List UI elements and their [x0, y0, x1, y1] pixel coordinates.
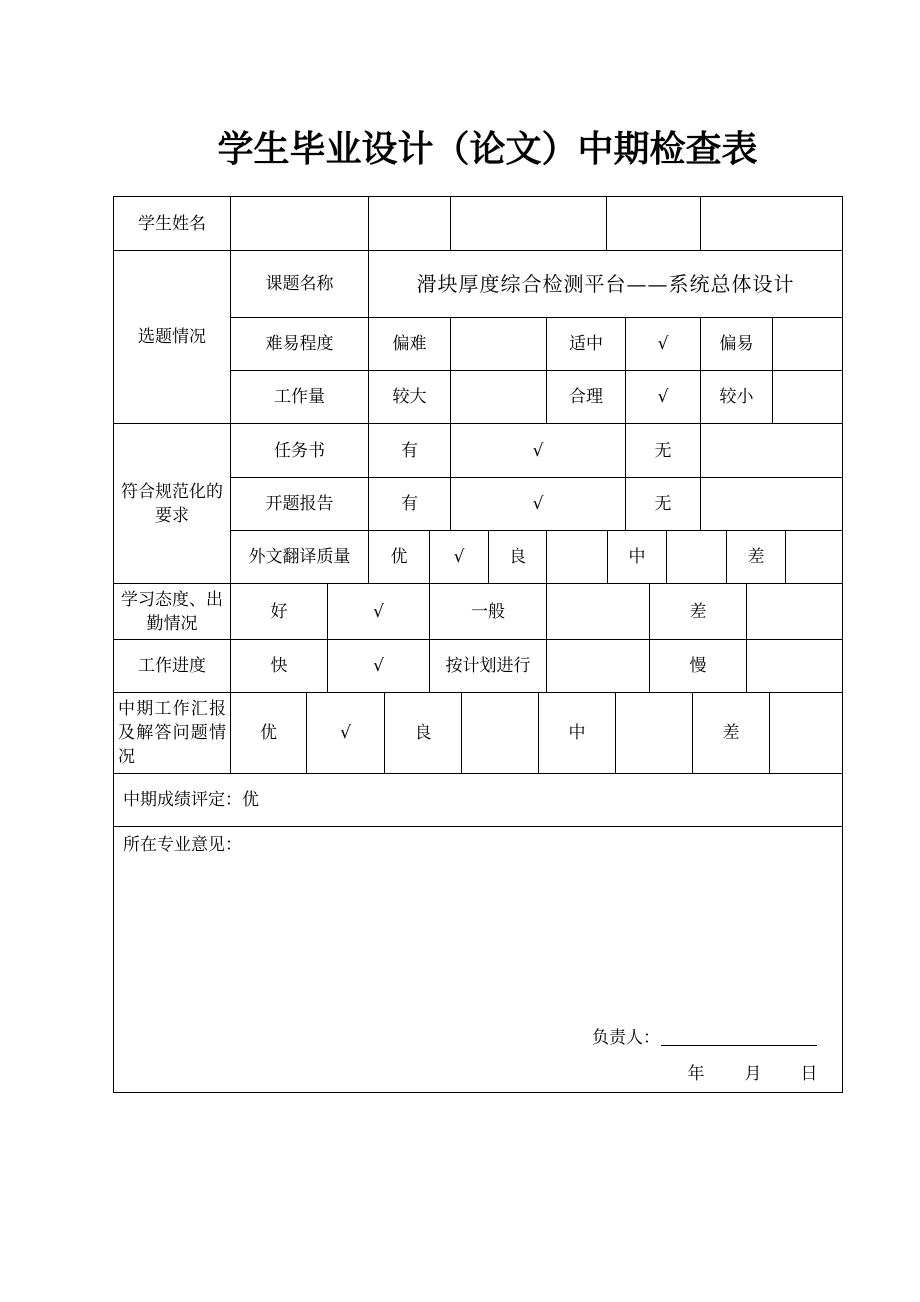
topic-section-label: 选题情况	[138, 327, 206, 347]
attitude-good-check: √	[373, 601, 384, 622]
midterm-grade: 中期成绩评定：优	[123, 790, 259, 810]
report-option-poor: 差	[722, 723, 740, 743]
date-day: 日	[800, 1064, 818, 1084]
attitude-option-good: 好	[270, 601, 288, 622]
translation-excellent-check: √	[453, 547, 465, 567]
task-book-label: 任务书	[274, 440, 325, 461]
proposal-no: 无	[654, 494, 672, 514]
signer-label: 负责人：	[592, 1028, 660, 1048]
translation-option-good: 良	[509, 547, 526, 567]
workload-label: 工作量	[274, 387, 325, 407]
attitude-option-average: 一般	[471, 601, 505, 622]
difficulty-option-hard: 偏难	[392, 334, 427, 354]
report-excellent-check: √	[340, 723, 351, 743]
progress-fast-check: √	[373, 656, 384, 676]
translation-option-excellent: 优	[390, 547, 408, 567]
page-title: 学生毕业设计（论文）中期检查表	[217, 129, 758, 170]
report-option-excellent: 优	[260, 723, 277, 743]
report-option-medium: 中	[568, 723, 586, 743]
workload-option-small: 较小	[719, 387, 754, 407]
date-month: 月	[744, 1064, 762, 1084]
difficulty-option-easy: 偏易	[719, 334, 754, 354]
workload-option-reasonable: 合理	[569, 387, 603, 407]
workload-reasonable-check: √	[657, 387, 669, 407]
major-opinion-label: 所在专业意见：	[123, 835, 242, 855]
proposal-yes: 有	[401, 494, 418, 514]
translation-label: 外文翻译质量	[248, 547, 351, 567]
signature-line	[661, 1045, 817, 1046]
date-year: 年	[687, 1064, 705, 1084]
attitude-label: 学习态度、出勤情况	[121, 589, 223, 634]
progress-option-slow: 慢	[689, 656, 707, 676]
topic-name-label: 课题名称	[265, 274, 334, 294]
proposal-label: 开题报告	[265, 494, 334, 514]
progress-label: 工作进度	[138, 656, 206, 676]
difficulty-label: 难易程度	[265, 334, 334, 354]
proposal-yes-check: √	[532, 494, 544, 514]
workload-option-large: 较大	[392, 387, 427, 407]
student-name-label: 学生姓名	[138, 213, 206, 234]
progress-option-on-schedule: 按计划进行	[445, 656, 531, 676]
translation-option-poor: 差	[747, 547, 765, 567]
report-option-good: 良	[414, 723, 432, 743]
progress-option-fast: 快	[270, 656, 288, 676]
report-label: 中期工作汇报及解答问题情况	[118, 699, 226, 767]
topic-name-value: 滑块厚度综合检测平台——系统总体设计	[416, 272, 795, 296]
task-book-yes: 有	[401, 440, 418, 461]
difficulty-option-medium: 适中	[569, 334, 603, 354]
translation-option-medium: 中	[628, 547, 646, 567]
task-book-no: 无	[654, 440, 672, 461]
difficulty-medium-check: √	[657, 334, 669, 354]
attitude-option-poor: 差	[689, 601, 707, 622]
norm-section-label: 符合规范化的要求	[121, 481, 223, 526]
task-book-yes-check: √	[532, 440, 544, 461]
